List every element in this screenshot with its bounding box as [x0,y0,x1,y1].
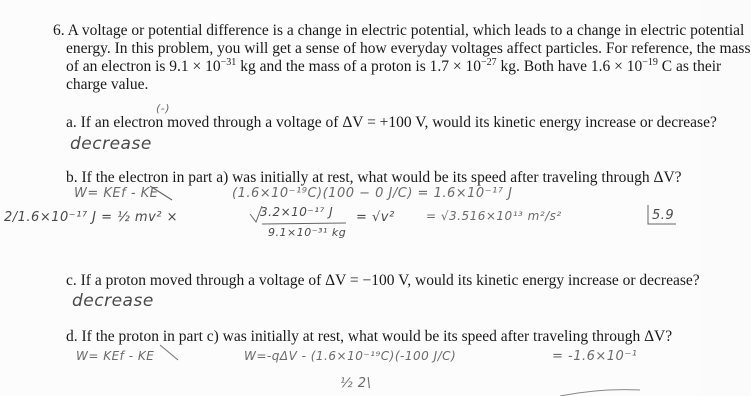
charge-text: kg. Both have 1.6 × 10 [496,58,643,75]
work-b-line2-mid: 3.2×10⁻¹⁷ J [260,205,334,219]
problem-intro-line-2: energy. In this problem, you will get a sense of how everyday voltages affect particles. For reference, the mass [66,40,751,57]
work-b-result: 5.9 [652,208,675,223]
charge-text-end: C as their [657,58,722,75]
proton-mass-text: kg and the mass of a proton is 1.7 × 10 [236,58,481,75]
charge-exponent: −19 [642,56,658,68]
answer-c-handwritten: decrease [72,291,154,311]
work-b-line2-left: 2/1.6×10⁻¹⁷ J = ½ mv² × [4,210,178,225]
proton-mass-exponent: −27 [480,56,497,68]
sqrt-sign [250,206,262,222]
problem-number: 6. [53,22,65,39]
work-d-left: W= KEf - KE [76,349,155,363]
problem-intro-line-4: charge value. [66,76,149,93]
strike-mark-d [160,345,178,360]
question-a: a. If an electron moved through a voltage of ΔV = +100 V, would its kinetic energy increase or decrease? [66,114,717,131]
answer-a-handwritten: decrease [70,134,152,154]
work-b-line2-eq: = √v² [356,210,395,225]
work-d-right: = -1.6×10⁻¹ [552,349,638,364]
work-b-line2-right: = √3.516×10¹³ m²/s² [426,209,562,223]
work-b-line1-left: W= KEf - KE [74,186,159,201]
strike-mark-b [150,186,172,200]
bottom-stroke [560,390,640,396]
fraction-bar [262,223,346,224]
question-d: d. If the proton in part c) was initially at rest, what would be its speed after traveling through ΔV? [66,328,673,345]
result-box [648,205,676,224]
work-b-line2-denominator: 9.1×10⁻³¹ kg [268,226,347,239]
charge-sign-annotation: (-) [156,102,171,115]
electron-mass-text: of an electron is 9.1 × 10 [66,58,221,75]
problem-intro-text-1: A voltage or potential difference is a change in electric potential, which leads to a change in electric potential [67,22,745,39]
question-b: b. If the electron in part a) was initially at rest, what would be its speed after traveling through ΔV? [66,169,682,186]
work-d-next-line: ½ 2\ [340,376,372,391]
electron-mass-exponent: −31 [220,56,237,68]
work-d-mid: W=-qΔV - (1.6×10⁻¹⁹C)(-100 J/C) [244,349,457,363]
work-b-line1-right: (1.6×10⁻¹⁹C)(100 − 0 J/C) = 1.6×10⁻¹⁷ J [232,186,513,201]
question-c: c. If a proton moved through a voltage of ΔV = −100 V, would its kinetic energy increase or decrease? [66,272,700,289]
